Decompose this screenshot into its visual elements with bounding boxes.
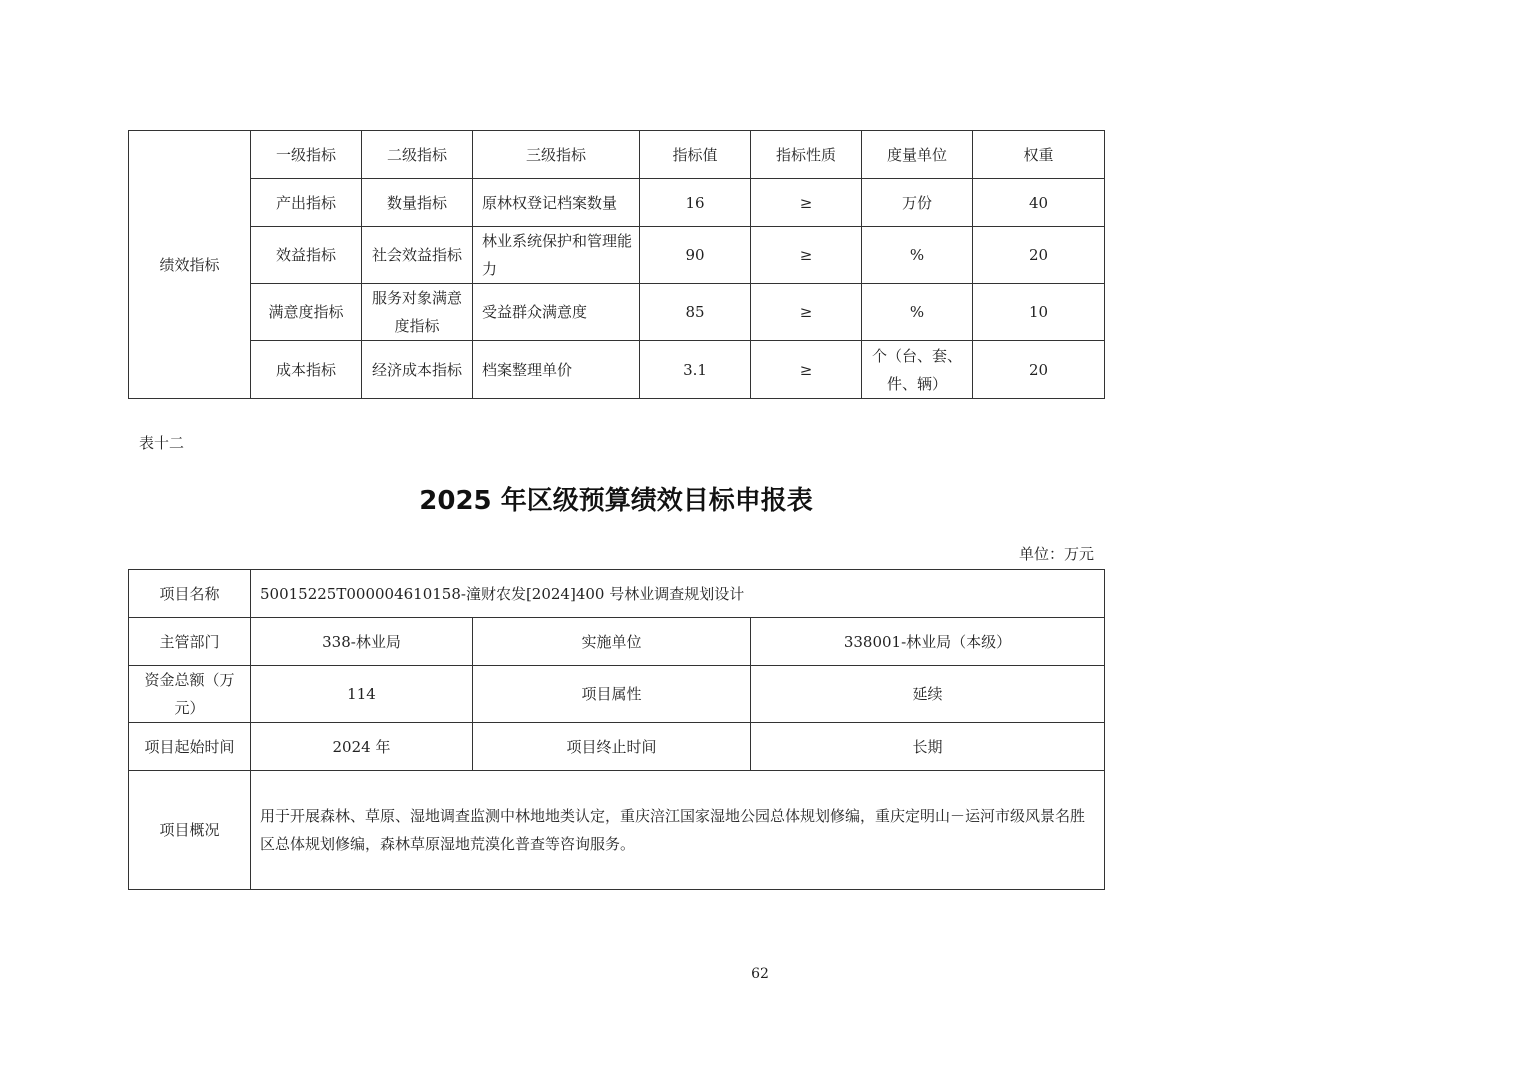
level1-cell: 产出指标 <box>251 179 362 227</box>
level1-cell: 满意度指标 <box>251 284 362 341</box>
level1-cell: 效益指标 <box>251 227 362 284</box>
unit-cell: % <box>862 284 973 341</box>
start-label: 项目起始时间 <box>129 723 251 771</box>
end-label: 项目终止时间 <box>473 723 751 771</box>
page-number: 62 <box>751 966 769 982</box>
header-cell: 一级指标 <box>251 131 362 179</box>
overview-label: 项目概况 <box>129 771 251 890</box>
level3-cell: 档案整理单价 <box>473 341 640 399</box>
weight-cell: 20 <box>973 227 1105 284</box>
table-row <box>129 227 1105 284</box>
header-cell: 指标值 <box>640 131 751 179</box>
department-value: 338-林业局 <box>251 618 473 666</box>
header-cell: 度量单位 <box>862 131 973 179</box>
performance-indicator-table <box>128 130 1105 399</box>
value-cell: 3.1 <box>640 341 751 399</box>
page-title: 2025 年区级预算绩效目标申报表 <box>419 486 813 516</box>
nature-cell: ≥ <box>751 179 862 227</box>
unit-cell: 万份 <box>862 179 973 227</box>
header-cell: 三级指标 <box>473 131 640 179</box>
level3-cell: 受益群众满意度 <box>473 284 640 341</box>
project-name-label: 项目名称 <box>129 570 251 618</box>
level2-cell: 社会效益指标 <box>362 227 473 284</box>
header-cell: 指标性质 <box>751 131 862 179</box>
level2-cell: 经济成本指标 <box>362 341 473 399</box>
end-value: 长期 <box>751 723 1105 771</box>
level3-cell: 原林权登记档案数量 <box>473 179 640 227</box>
implementer-label: 实施单位 <box>473 618 751 666</box>
table-row <box>129 618 1105 666</box>
weight-cell: 20 <box>973 341 1105 399</box>
weight-cell: 10 <box>973 284 1105 341</box>
table-row <box>129 723 1105 771</box>
level1-cell: 成本指标 <box>251 341 362 399</box>
funds-value: 114 <box>251 666 473 723</box>
table-row <box>129 179 1105 227</box>
header-cell: 二级指标 <box>362 131 473 179</box>
nature-cell: ≥ <box>751 227 862 284</box>
table-row <box>129 570 1105 618</box>
level2-cell: 数量指标 <box>362 179 473 227</box>
overview-value: 用于开展森林、草原、湿地调查监测中林地地类认定，重庆涪江国家湿地公园总体规划修编，重庆定明山－运河市级风景名胜区总体规划修编，森林草原湿地荒漠化普查等咨询服务。 <box>251 771 1105 890</box>
implementer-value: 338001-林业局（本级） <box>751 618 1105 666</box>
funds-label: 资金总额（万元） <box>129 666 251 723</box>
table-row <box>129 284 1105 341</box>
start-value: 2024 年 <box>251 723 473 771</box>
nature-cell: ≥ <box>751 284 862 341</box>
table-row <box>129 771 1105 890</box>
section-label-cell: 绩效指标 <box>129 131 251 399</box>
level3-cell: 林业系统保护和管理能力 <box>473 227 640 284</box>
nature-cell: ≥ <box>751 341 862 399</box>
table-row <box>129 131 1105 179</box>
attribute-label: 项目属性 <box>473 666 751 723</box>
department-label: 主管部门 <box>129 618 251 666</box>
unit-cell: % <box>862 227 973 284</box>
level2-cell: 服务对象满意度指标 <box>362 284 473 341</box>
project-info-table <box>128 569 1105 890</box>
unit-cell: 个（台、套、件、辆） <box>862 341 973 399</box>
value-cell: 16 <box>640 179 751 227</box>
value-cell: 85 <box>640 284 751 341</box>
table-label: 表十二 <box>139 434 185 452</box>
attribute-value: 延续 <box>751 666 1105 723</box>
unit-label: 单位：万元 <box>1018 545 1094 563</box>
value-cell: 90 <box>640 227 751 284</box>
table-row <box>129 341 1105 399</box>
project-name-value: 50015225T000004610158-潼财农发[2024]400 号林业调查规划设计 <box>251 570 1105 618</box>
table-row <box>129 666 1105 723</box>
header-cell: 权重 <box>973 131 1105 179</box>
weight-cell: 40 <box>973 179 1105 227</box>
